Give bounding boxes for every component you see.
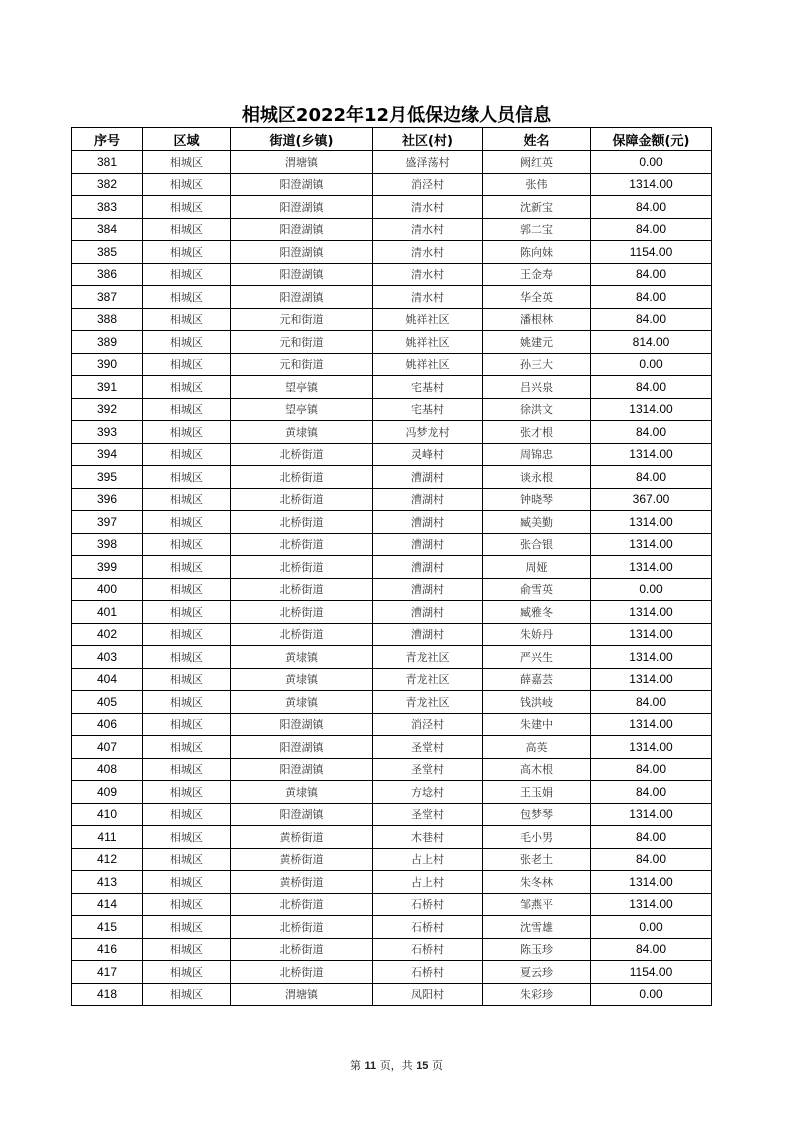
cell-name: 张老土 xyxy=(483,848,591,871)
table-row xyxy=(72,196,712,219)
cell-district: 相城区 xyxy=(143,308,231,331)
cell-index: 415 xyxy=(72,916,143,939)
cell-name: 邹燕平 xyxy=(483,893,591,916)
cell-district: 相城区 xyxy=(143,623,231,646)
cell-street: 黄桥街道 xyxy=(231,826,373,849)
cell-community: 方埝村 xyxy=(373,781,483,804)
cell-street: 黄埭镇 xyxy=(231,691,373,714)
header-community: 社区(村) xyxy=(373,128,483,151)
cell-district: 相城区 xyxy=(143,173,231,196)
cell-index: 418 xyxy=(72,983,143,1006)
table-row xyxy=(72,961,712,984)
cell-street: 阳澄湖镇 xyxy=(231,173,373,196)
cell-index: 404 xyxy=(72,668,143,691)
cell-district: 相城区 xyxy=(143,871,231,894)
cell-index: 403 xyxy=(72,646,143,669)
cell-community: 宅基村 xyxy=(373,398,483,421)
cell-amount: 84.00 xyxy=(591,421,712,444)
cell-street: 北桥街道 xyxy=(231,533,373,556)
cell-community: 姚祥社区 xyxy=(373,308,483,331)
cell-community: 漕湖村 xyxy=(373,466,483,489)
cell-amount: 84.00 xyxy=(591,758,712,781)
cell-street: 阳澄湖镇 xyxy=(231,196,373,219)
cell-name: 夏云珍 xyxy=(483,961,591,984)
table-row xyxy=(72,241,712,264)
cell-community: 冯梦龙村 xyxy=(373,421,483,444)
cell-street: 阳澄湖镇 xyxy=(231,218,373,241)
cell-index: 401 xyxy=(72,601,143,624)
table-row xyxy=(72,218,712,241)
cell-district: 相城区 xyxy=(143,488,231,511)
cell-community: 木巷村 xyxy=(373,826,483,849)
cell-street: 阳澄湖镇 xyxy=(231,286,373,309)
page-footer xyxy=(0,1057,793,1073)
table-row xyxy=(72,848,712,871)
cell-community: 圣堂村 xyxy=(373,736,483,759)
cell-street: 渭塘镇 xyxy=(231,151,373,174)
cell-community: 占上村 xyxy=(373,871,483,894)
cell-index: 394 xyxy=(72,443,143,466)
cell-index: 392 xyxy=(72,398,143,421)
cell-name: 王金寿 xyxy=(483,263,591,286)
cell-index: 387 xyxy=(72,286,143,309)
cell-street: 北桥街道 xyxy=(231,511,373,534)
table-row xyxy=(72,803,712,826)
cell-district: 相城区 xyxy=(143,443,231,466)
table-row xyxy=(72,871,712,894)
cell-index: 402 xyxy=(72,623,143,646)
cell-amount: 1314.00 xyxy=(591,511,712,534)
cell-name: 张合银 xyxy=(483,533,591,556)
table-row xyxy=(72,668,712,691)
cell-name: 臧雅冬 xyxy=(483,601,591,624)
cell-index: 385 xyxy=(72,241,143,264)
cell-community: 姚祥社区 xyxy=(373,353,483,376)
cell-amount: 1314.00 xyxy=(591,623,712,646)
cell-amount: 1314.00 xyxy=(591,713,712,736)
cell-street: 北桥街道 xyxy=(231,893,373,916)
cell-street: 阳澄湖镇 xyxy=(231,241,373,264)
footer-prefix: 第 xyxy=(350,1059,362,1072)
cell-index: 386 xyxy=(72,263,143,286)
cell-community: 盛泽荡村 xyxy=(373,151,483,174)
cell-district: 相城区 xyxy=(143,961,231,984)
table-row xyxy=(72,601,712,624)
cell-name: 严兴生 xyxy=(483,646,591,669)
cell-community: 漕湖村 xyxy=(373,488,483,511)
cell-street: 黄桥街道 xyxy=(231,848,373,871)
cell-street: 北桥街道 xyxy=(231,556,373,579)
cell-name: 高英 xyxy=(483,736,591,759)
cell-community: 漕湖村 xyxy=(373,601,483,624)
cell-amount: 1314.00 xyxy=(591,803,712,826)
cell-street: 阳澄湖镇 xyxy=(231,736,373,759)
cell-amount: 1314.00 xyxy=(591,601,712,624)
footer-current-page: 11 xyxy=(364,1060,377,1072)
cell-street: 阳澄湖镇 xyxy=(231,263,373,286)
cell-district: 相城区 xyxy=(143,578,231,601)
cell-amount: 84.00 xyxy=(591,848,712,871)
cell-amount: 84.00 xyxy=(591,308,712,331)
cell-district: 相城区 xyxy=(143,916,231,939)
cell-community: 宅基村 xyxy=(373,376,483,399)
cell-amount: 84.00 xyxy=(591,376,712,399)
cell-index: 383 xyxy=(72,196,143,219)
cell-index: 411 xyxy=(72,826,143,849)
header-name: 姓名 xyxy=(483,128,591,151)
table-row xyxy=(72,556,712,579)
cell-amount: 0.00 xyxy=(591,353,712,376)
cell-amount: 1314.00 xyxy=(591,871,712,894)
cell-name: 张伟 xyxy=(483,173,591,196)
cell-name: 姚建元 xyxy=(483,331,591,354)
cell-community: 清水村 xyxy=(373,196,483,219)
table-row xyxy=(72,331,712,354)
header-street: 街道(乡镇) xyxy=(231,128,373,151)
cell-district: 相城区 xyxy=(143,758,231,781)
table-body xyxy=(72,151,712,1006)
cell-district: 相城区 xyxy=(143,376,231,399)
cell-name: 沈雪雄 xyxy=(483,916,591,939)
cell-index: 390 xyxy=(72,353,143,376)
cell-street: 北桥街道 xyxy=(231,466,373,489)
cell-street: 元和街道 xyxy=(231,331,373,354)
cell-name: 潘根林 xyxy=(483,308,591,331)
cell-street: 阳澄湖镇 xyxy=(231,758,373,781)
cell-district: 相城区 xyxy=(143,196,231,219)
cell-community: 石桥村 xyxy=(373,893,483,916)
cell-amount: 1314.00 xyxy=(591,646,712,669)
cell-street: 黄埭镇 xyxy=(231,421,373,444)
cell-amount: 1314.00 xyxy=(591,668,712,691)
cell-street: 元和街道 xyxy=(231,308,373,331)
cell-index: 408 xyxy=(72,758,143,781)
cell-street: 阳澄湖镇 xyxy=(231,803,373,826)
cell-district: 相城区 xyxy=(143,466,231,489)
cell-community: 漕湖村 xyxy=(373,511,483,534)
cell-amount: 84.00 xyxy=(591,466,712,489)
table-row xyxy=(72,151,712,174)
cell-name: 俞雪英 xyxy=(483,578,591,601)
cell-index: 413 xyxy=(72,871,143,894)
cell-district: 相城区 xyxy=(143,241,231,264)
cell-name: 钟晓琴 xyxy=(483,488,591,511)
cell-community: 石桥村 xyxy=(373,938,483,961)
footer-suffix: 页 xyxy=(431,1059,443,1072)
cell-amount: 1314.00 xyxy=(591,443,712,466)
cell-name: 吕兴泉 xyxy=(483,376,591,399)
cell-street: 北桥街道 xyxy=(231,938,373,961)
table-row xyxy=(72,736,712,759)
cell-index: 398 xyxy=(72,533,143,556)
cell-amount: 84.00 xyxy=(591,826,712,849)
cell-amount: 84.00 xyxy=(591,286,712,309)
cell-index: 416 xyxy=(72,938,143,961)
cell-name: 薛嘉芸 xyxy=(483,668,591,691)
table-row xyxy=(72,623,712,646)
table-row xyxy=(72,488,712,511)
cell-name: 朱娇丹 xyxy=(483,623,591,646)
cell-name: 钱洪岐 xyxy=(483,691,591,714)
table-row xyxy=(72,893,712,916)
table-row xyxy=(72,916,712,939)
cell-name: 徐洪文 xyxy=(483,398,591,421)
cell-district: 相城区 xyxy=(143,646,231,669)
cell-district: 相城区 xyxy=(143,601,231,624)
cell-name: 华全英 xyxy=(483,286,591,309)
table-row xyxy=(72,286,712,309)
header-index: 序号 xyxy=(72,128,143,151)
cell-street: 北桥街道 xyxy=(231,916,373,939)
header-amount: 保障金额(元) xyxy=(591,128,712,151)
cell-district: 相城区 xyxy=(143,713,231,736)
cell-name: 张才根 xyxy=(483,421,591,444)
cell-name: 郭二宝 xyxy=(483,218,591,241)
cell-name: 陈向妹 xyxy=(483,241,591,264)
cell-amount: 0.00 xyxy=(591,151,712,174)
footer-middle: 页，共 xyxy=(379,1059,413,1072)
cell-amount: 84.00 xyxy=(591,196,712,219)
cell-street: 黄埭镇 xyxy=(231,668,373,691)
cell-street: 渭塘镇 xyxy=(231,983,373,1006)
cell-community: 圣堂村 xyxy=(373,758,483,781)
cell-street: 黄埭镇 xyxy=(231,781,373,804)
cell-index: 384 xyxy=(72,218,143,241)
cell-district: 相城区 xyxy=(143,848,231,871)
cell-index: 395 xyxy=(72,466,143,489)
cell-community: 凤阳村 xyxy=(373,983,483,1006)
cell-community: 清水村 xyxy=(373,218,483,241)
cell-index: 381 xyxy=(72,151,143,174)
cell-amount: 1314.00 xyxy=(591,398,712,421)
cell-district: 相城区 xyxy=(143,331,231,354)
cell-name: 周锦忠 xyxy=(483,443,591,466)
table-row xyxy=(72,421,712,444)
table-row xyxy=(72,781,712,804)
cell-index: 389 xyxy=(72,331,143,354)
cell-amount: 84.00 xyxy=(591,263,712,286)
cell-street: 望亭镇 xyxy=(231,398,373,421)
cell-name: 王玉娟 xyxy=(483,781,591,804)
table-row xyxy=(72,938,712,961)
table-row xyxy=(72,826,712,849)
cell-district: 相城区 xyxy=(143,421,231,444)
cell-name: 包梦琴 xyxy=(483,803,591,826)
cell-street: 北桥街道 xyxy=(231,601,373,624)
cell-district: 相城区 xyxy=(143,398,231,421)
header-district: 区域 xyxy=(143,128,231,151)
cell-community: 清水村 xyxy=(373,286,483,309)
cell-amount: 1314.00 xyxy=(591,173,712,196)
cell-district: 相城区 xyxy=(143,983,231,1006)
cell-index: 405 xyxy=(72,691,143,714)
cell-name: 阙红英 xyxy=(483,151,591,174)
table-header-row xyxy=(72,128,712,151)
cell-name: 毛小男 xyxy=(483,826,591,849)
cell-community: 漕湖村 xyxy=(373,556,483,579)
cell-street: 北桥街道 xyxy=(231,443,373,466)
table-row xyxy=(72,713,712,736)
cell-index: 393 xyxy=(72,421,143,444)
cell-amount: 0.00 xyxy=(591,916,712,939)
cell-district: 相城区 xyxy=(143,938,231,961)
cell-index: 406 xyxy=(72,713,143,736)
cell-amount: 84.00 xyxy=(591,781,712,804)
cell-district: 相城区 xyxy=(143,218,231,241)
cell-street: 北桥街道 xyxy=(231,488,373,511)
cell-name: 沈新宝 xyxy=(483,196,591,219)
cell-street: 阳澄湖镇 xyxy=(231,713,373,736)
cell-community: 石桥村 xyxy=(373,961,483,984)
cell-street: 黄桥街道 xyxy=(231,871,373,894)
cell-index: 400 xyxy=(72,578,143,601)
table-row xyxy=(72,983,712,1006)
data-table xyxy=(71,127,712,1006)
table-row xyxy=(72,443,712,466)
cell-amount: 84.00 xyxy=(591,218,712,241)
table-row xyxy=(72,646,712,669)
cell-district: 相城区 xyxy=(143,511,231,534)
cell-district: 相城区 xyxy=(143,668,231,691)
cell-index: 397 xyxy=(72,511,143,534)
cell-amount: 0.00 xyxy=(591,578,712,601)
footer-total-pages: 15 xyxy=(416,1060,429,1072)
cell-community: 圣堂村 xyxy=(373,803,483,826)
table-row xyxy=(72,758,712,781)
cell-index: 412 xyxy=(72,848,143,871)
cell-amount: 1314.00 xyxy=(591,556,712,579)
cell-amount: 84.00 xyxy=(591,691,712,714)
table-row xyxy=(72,691,712,714)
cell-amount: 0.00 xyxy=(591,983,712,1006)
document-title: 相城区2022年12月低保边缘人员信息 xyxy=(241,105,552,126)
cell-district: 相城区 xyxy=(143,691,231,714)
cell-community: 漕湖村 xyxy=(373,623,483,646)
cell-name: 孙三大 xyxy=(483,353,591,376)
cell-street: 北桥街道 xyxy=(231,578,373,601)
cell-name: 陈玉珍 xyxy=(483,938,591,961)
cell-community: 青龙社区 xyxy=(373,646,483,669)
table-row xyxy=(72,533,712,556)
cell-community: 消泾村 xyxy=(373,173,483,196)
table-row xyxy=(72,578,712,601)
cell-amount: 1314.00 xyxy=(591,533,712,556)
cell-index: 396 xyxy=(72,488,143,511)
cell-community: 清水村 xyxy=(373,241,483,264)
cell-street: 黄埭镇 xyxy=(231,646,373,669)
cell-index: 409 xyxy=(72,781,143,804)
cell-index: 388 xyxy=(72,308,143,331)
cell-amount: 367.00 xyxy=(591,488,712,511)
cell-street: 北桥街道 xyxy=(231,623,373,646)
cell-name: 周娅 xyxy=(483,556,591,579)
cell-district: 相城区 xyxy=(143,893,231,916)
cell-community: 占上村 xyxy=(373,848,483,871)
cell-amount: 1154.00 xyxy=(591,241,712,264)
table-row xyxy=(72,511,712,534)
cell-index: 417 xyxy=(72,961,143,984)
cell-community: 灵峰村 xyxy=(373,443,483,466)
cell-district: 相城区 xyxy=(143,353,231,376)
cell-amount: 1154.00 xyxy=(591,961,712,984)
cell-street: 元和街道 xyxy=(231,353,373,376)
cell-name: 臧美勤 xyxy=(483,511,591,534)
cell-name: 朱冬林 xyxy=(483,871,591,894)
cell-name: 高木根 xyxy=(483,758,591,781)
table-row xyxy=(72,173,712,196)
cell-district: 相城区 xyxy=(143,263,231,286)
cell-district: 相城区 xyxy=(143,556,231,579)
cell-index: 399 xyxy=(72,556,143,579)
cell-community: 姚祥社区 xyxy=(373,331,483,354)
cell-community: 消泾村 xyxy=(373,713,483,736)
cell-district: 相城区 xyxy=(143,781,231,804)
cell-district: 相城区 xyxy=(143,736,231,759)
cell-index: 410 xyxy=(72,803,143,826)
cell-street: 北桥街道 xyxy=(231,961,373,984)
cell-amount: 1314.00 xyxy=(591,893,712,916)
table-row xyxy=(72,353,712,376)
table-row xyxy=(72,263,712,286)
cell-community: 青龙社区 xyxy=(373,668,483,691)
table-row xyxy=(72,466,712,489)
cell-community: 清水村 xyxy=(373,263,483,286)
cell-amount: 814.00 xyxy=(591,331,712,354)
cell-index: 391 xyxy=(72,376,143,399)
cell-name: 谈永根 xyxy=(483,466,591,489)
cell-district: 相城区 xyxy=(143,151,231,174)
cell-district: 相城区 xyxy=(143,286,231,309)
table-row xyxy=(72,376,712,399)
cell-amount: 84.00 xyxy=(591,938,712,961)
table-row xyxy=(72,308,712,331)
cell-district: 相城区 xyxy=(143,533,231,556)
cell-index: 382 xyxy=(72,173,143,196)
cell-district: 相城区 xyxy=(143,803,231,826)
cell-street: 望亭镇 xyxy=(231,376,373,399)
cell-name: 朱建中 xyxy=(483,713,591,736)
cell-index: 414 xyxy=(72,893,143,916)
cell-community: 青龙社区 xyxy=(373,691,483,714)
cell-name: 朱彩珍 xyxy=(483,983,591,1006)
cell-index: 407 xyxy=(72,736,143,759)
cell-amount: 1314.00 xyxy=(591,736,712,759)
cell-community: 漕湖村 xyxy=(373,578,483,601)
cell-district: 相城区 xyxy=(143,826,231,849)
table-row xyxy=(72,398,712,421)
cell-community: 漕湖村 xyxy=(373,533,483,556)
cell-community: 石桥村 xyxy=(373,916,483,939)
